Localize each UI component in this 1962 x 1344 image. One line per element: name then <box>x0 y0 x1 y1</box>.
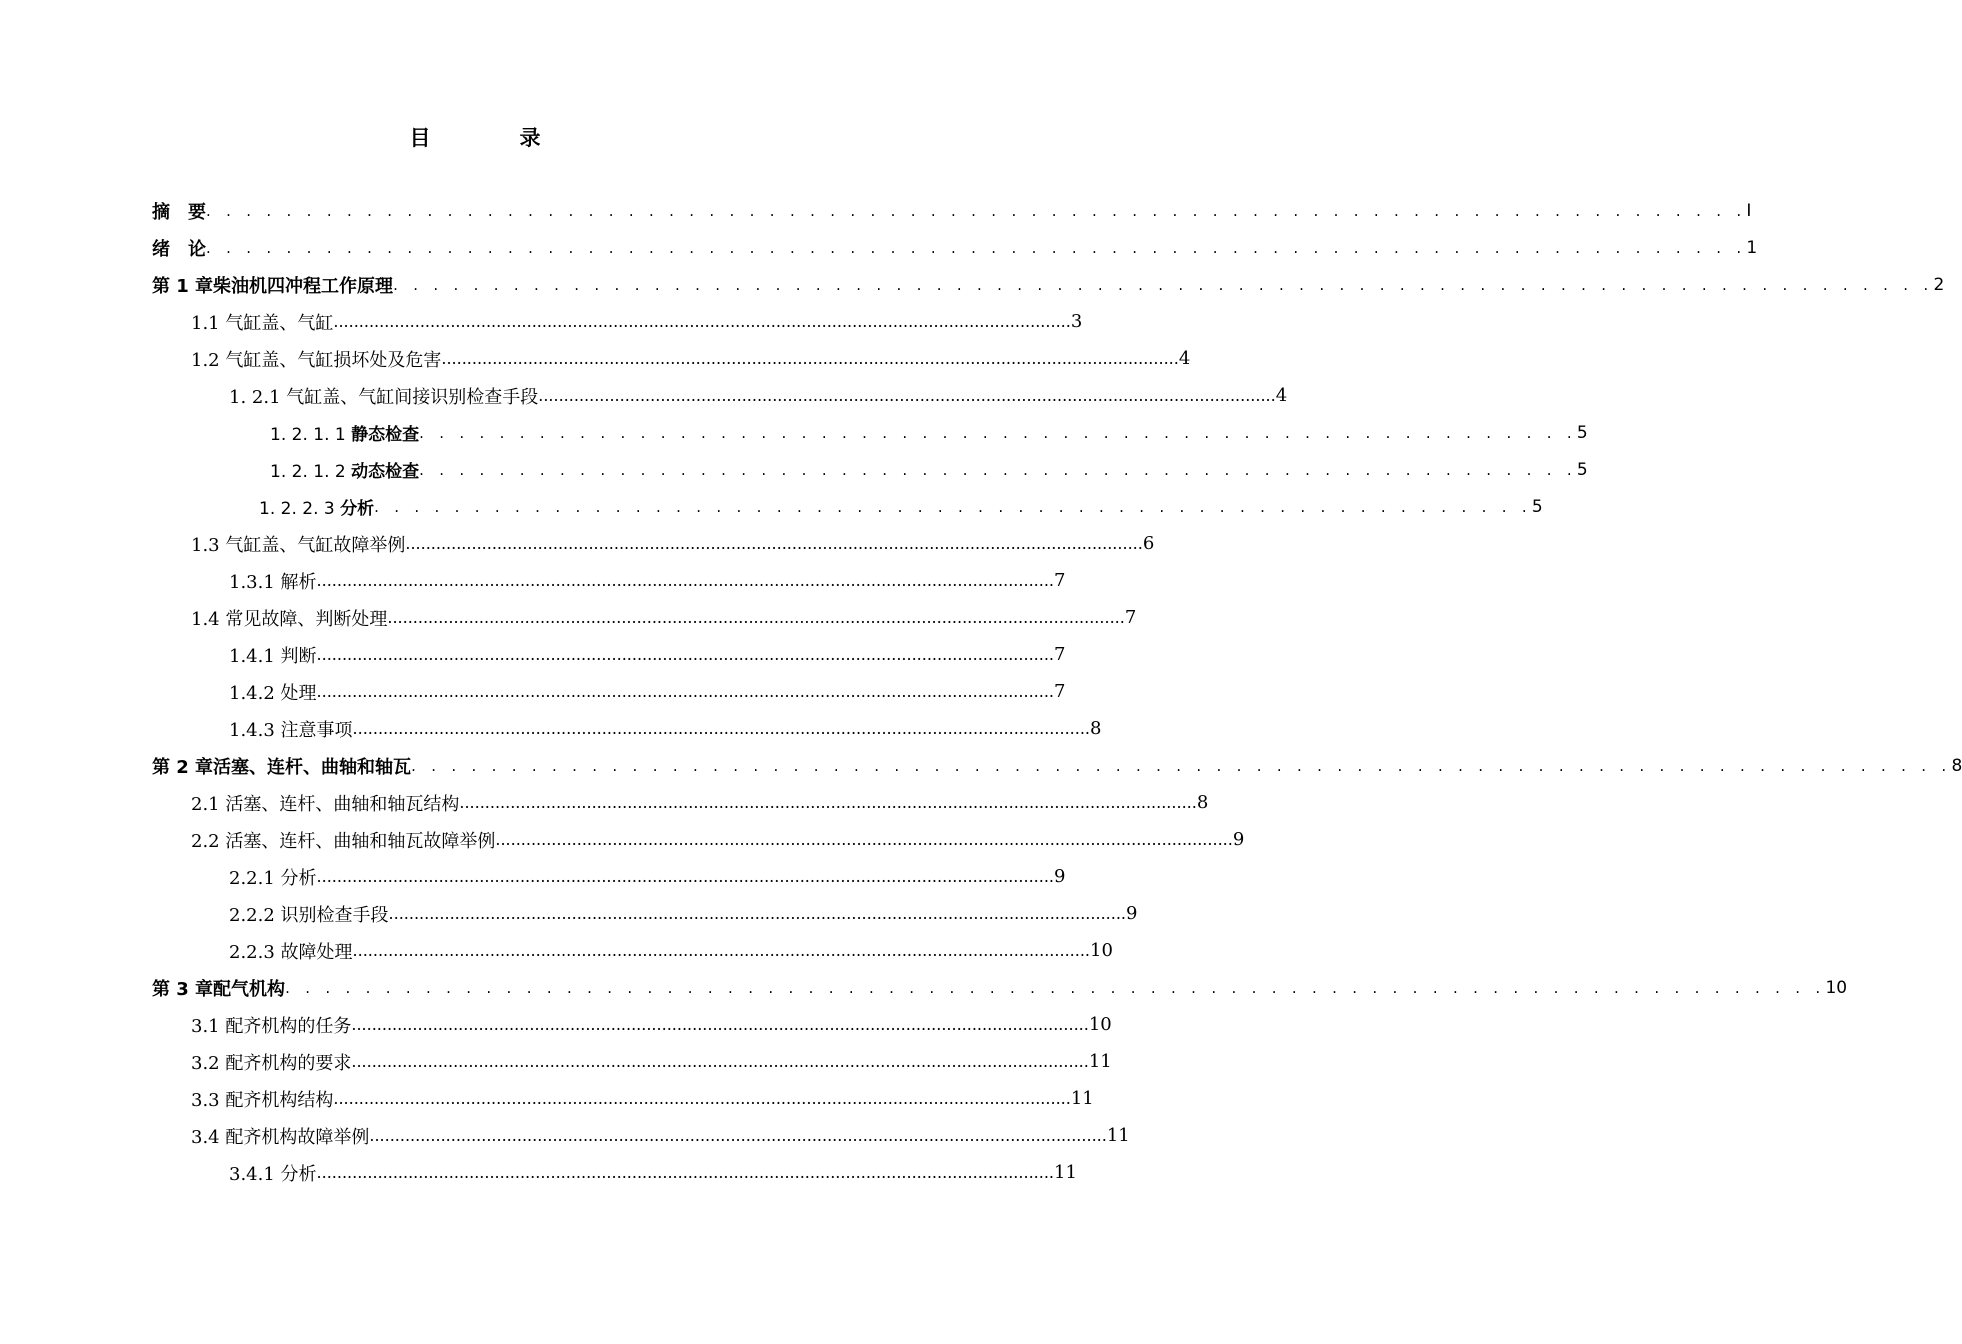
dot-leader: ................................................................................................................................................. <box>316 867 1054 886</box>
dot-leader: ................................................................................................................................................. <box>387 608 1125 627</box>
toc-entry-1-3[interactable] <box>191 525 1155 562</box>
dot-leader: ................................................................................................................................................. <box>316 1163 1054 1182</box>
toc-entry-1-2-1-2[interactable] <box>270 451 1588 488</box>
dot-leader: . . . . . . . . . . . . . . . . . . . . . . . . . . . . . . . . . . . . . . . . . . . . . . . . . . . . . . . . . . . . . . . . . . . . . . . . . . . . . <box>393 275 1934 294</box>
toc-entry-label: 1.3 气缸盖、气缸故障举例 <box>191 534 406 556</box>
toc-entry-3-1[interactable] <box>191 1006 1112 1043</box>
toc-entry-label: 2.2.1 分析 <box>229 867 317 889</box>
toc-entry-label: 1.2 气缸盖、气缸损坏处及危害 <box>191 349 442 371</box>
toc-page-number: 8 <box>1951 755 1962 776</box>
dot-leader: ................................................................................................................................................. <box>538 386 1276 405</box>
toc-entry-number: 1. 2. 1. 2 <box>270 462 352 482</box>
toc-page-number: 4 <box>1275 385 1288 406</box>
dot-leader: ................................................................................................................................................. <box>369 1126 1107 1145</box>
toc-entry-2-2-3[interactable] <box>229 932 1113 969</box>
toc-page-number: 9 <box>1126 903 1138 924</box>
toc-entry-label: 1. 2.1 气缸盖、气缸间接识别检查手段 <box>229 386 539 408</box>
toc-title: 目 录 <box>409 126 575 150</box>
dot-leader: ................................................................................................................................................. <box>351 1052 1089 1071</box>
toc-page-number: 8 <box>1196 792 1209 813</box>
toc-entry-1-4-3[interactable] <box>229 710 1102 747</box>
toc-entry-1-2-1-1[interactable] <box>270 414 1588 451</box>
toc-page-number: 7 <box>1054 681 1066 702</box>
toc-entry-abstract[interactable] <box>152 192 1752 229</box>
toc-entry-label: 1.1 气缸盖、气缸 <box>191 312 334 334</box>
toc-entry-label: 绪 论 <box>152 238 206 260</box>
toc-entry-label: 3.4 配齐机构故障举例 <box>191 1126 370 1148</box>
toc-entry-3-4[interactable] <box>191 1117 1130 1154</box>
dot-leader: ................................................................................................................................................. <box>351 1015 1089 1034</box>
toc-entry-intro[interactable] <box>152 229 1758 266</box>
dot-leader: . . . . . . . . . . . . . . . . . . . . . . . . . . . . . . . . . . . . . . . . . . . . . . . . . . . . . . . . . . . . . . . . . . . . . . . . . . . . . <box>206 238 1747 257</box>
toc-page-number: 5 <box>1576 422 1588 443</box>
dot-leader: ................................................................................................................................................. <box>333 312 1071 331</box>
toc-entry-1-4-1[interactable] <box>229 636 1066 673</box>
toc-entry-label: 1.4.2 处理 <box>229 682 317 704</box>
toc-entry-1-4-2[interactable] <box>229 673 1066 710</box>
toc-entry-1-2-2-3[interactable] <box>259 488 1543 525</box>
toc-entry-2-2[interactable] <box>191 821 1245 858</box>
toc-entry-3-3[interactable] <box>191 1080 1094 1117</box>
dot-leader: . . . . . . . . . . . . . . . . . . . . . . . . . . . . . . . . . . . . . . . . . . . . . . . . . . . . . . . . . . <box>419 460 1577 479</box>
toc-page-number: 11 <box>1088 1051 1112 1072</box>
toc-page-number: 5 <box>1531 496 1543 517</box>
toc-page-number: 4 <box>1178 348 1191 369</box>
toc-page-number: 11 <box>1054 1162 1077 1183</box>
toc-page-number: 11 <box>1106 1125 1130 1146</box>
toc-entry-2-2-2[interactable] <box>229 895 1138 932</box>
dot-leader: . . . . . . . . . . . . . . . . . . . . . . . . . . . . . . . . . . . . . . . . . . . . . . . . . . . . . . . . . . . . . . . . . . . . . . . . . . . . . <box>285 978 1826 997</box>
toc-entry-label: 摘 要 <box>152 201 206 223</box>
toc-entry-label: 2.2.2 识别检查手段 <box>229 904 389 926</box>
toc-page-number: 10 <box>1090 940 1113 961</box>
dot-leader: ................................................................................................................................................. <box>352 941 1090 960</box>
dot-leader: ................................................................................................................................................. <box>316 682 1054 701</box>
dot-leader: ................................................................................................................................................. <box>333 1089 1071 1108</box>
dot-leader: . . . . . . . . . . . . . . . . . . . . . . . . . . . . . . . . . . . . . . . . . . . . . . . . . . . . . . . . . . . . . . . . . . . . . . . . . . . . . <box>411 756 1952 775</box>
toc-entry-label: 第 1 章柴油机四冲程工作原理 <box>152 275 394 297</box>
toc-entry-label: 1.4.1 判断 <box>229 645 317 667</box>
toc-entry-1-2-1[interactable] <box>229 377 1288 414</box>
toc-entry-label: 2.1 活塞、连杆、曲轴和轴瓦结构 <box>191 793 460 815</box>
toc-page-number: 5 <box>1576 459 1588 480</box>
toc-page-number: 7 <box>1054 570 1066 591</box>
toc-entry-chapter-2[interactable] <box>152 747 1962 784</box>
dot-leader: . . . . . . . . . . . . . . . . . . . . . . . . . . . . . . . . . . . . . . . . . . . . . . . . . . . . . . . . . . <box>374 497 1532 516</box>
toc-page-number: 2 <box>1933 274 1945 295</box>
toc-entry-3-2[interactable] <box>191 1043 1112 1080</box>
toc-entry-label: 3.3 配齐机构结构 <box>191 1089 334 1111</box>
toc-entry-label: 2.2.3 故障处理 <box>229 941 353 963</box>
toc-page-number: 9 <box>1054 866 1066 887</box>
toc-page-number: 1 <box>1746 237 1758 258</box>
toc-entry-label: 分析 <box>340 499 375 519</box>
toc-entry-2-2-1[interactable] <box>229 858 1066 895</box>
toc-page-number: 7 <box>1124 607 1137 628</box>
dot-leader: . . . . . . . . . . . . . . . . . . . . . . . . . . . . . . . . . . . . . . . . . . . . . . . . . . . . . . . . . . . . . . . . . . . . . . . . . . . . . <box>206 201 1747 220</box>
toc-entry-chapter-3[interactable] <box>152 969 1848 1006</box>
dot-leader: ................................................................................................................................................. <box>459 793 1197 812</box>
toc-page-number: 6 <box>1142 533 1155 554</box>
toc-page-number: 3 <box>1070 311 1083 332</box>
toc-entry-number: 1. 2. 2. 3 <box>259 499 341 519</box>
dot-leader: ................................................................................................................................................. <box>441 349 1179 368</box>
toc-page-number: 8 <box>1090 718 1102 739</box>
dot-leader: ................................................................................................................................................. <box>495 830 1233 849</box>
toc-entry-chapter-1[interactable] <box>152 266 1945 303</box>
toc-entry-1-3-1[interactable] <box>229 562 1066 599</box>
toc-page-number: 9 <box>1232 829 1245 850</box>
toc-entry-label: 1.3.1 解析 <box>229 571 317 593</box>
toc-entry-label: 静态检查 <box>351 425 420 445</box>
toc-entry-2-1[interactable] <box>191 784 1209 821</box>
toc-page-number: 10 <box>1088 1014 1112 1035</box>
toc-page-number: 7 <box>1054 644 1066 665</box>
toc-entry-label: 3.2 配齐机构的要求 <box>191 1052 352 1074</box>
toc-entry-3-4-1[interactable] <box>229 1154 1077 1191</box>
toc-page-number: I <box>1746 200 1752 221</box>
dot-leader: ................................................................................................................................................. <box>388 904 1126 923</box>
dot-leader: ................................................................................................................................................. <box>405 534 1143 553</box>
toc-entry-label: 3.4.1 分析 <box>229 1163 317 1185</box>
toc-page-number: 10 <box>1825 977 1848 998</box>
toc-entry-label: 1.4 常见故障、判断处理 <box>191 608 388 630</box>
dot-leader: ................................................................................................................................................. <box>316 571 1054 590</box>
toc-entry-label: 第 3 章配气机构 <box>152 978 286 1000</box>
toc-entry-1-1[interactable] <box>191 303 1083 340</box>
toc-entry-1-2[interactable] <box>191 340 1191 377</box>
toc-entry-label: 2.2 活塞、连杆、曲轴和轴瓦故障举例 <box>191 830 496 852</box>
dot-leader: ................................................................................................................................................. <box>352 719 1090 738</box>
toc-entry-number: 1. 2. 1. 1 <box>270 425 352 445</box>
toc-entry-1-4[interactable] <box>191 599 1137 636</box>
dot-leader: ................................................................................................................................................. <box>316 645 1054 664</box>
toc-page-number: 11 <box>1070 1088 1094 1109</box>
toc-entry-label: 动态检查 <box>351 462 420 482</box>
toc-entry-label: 1.4.3 注意事项 <box>229 719 353 741</box>
toc-entry-label: 第 2 章活塞、连杆、曲轴和轴瓦 <box>152 756 412 778</box>
toc-entry-label: 3.1 配齐机构的任务 <box>191 1015 352 1037</box>
dot-leader: . . . . . . . . . . . . . . . . . . . . . . . . . . . . . . . . . . . . . . . . . . . . . . . . . . . . . . . . . . <box>419 423 1577 442</box>
